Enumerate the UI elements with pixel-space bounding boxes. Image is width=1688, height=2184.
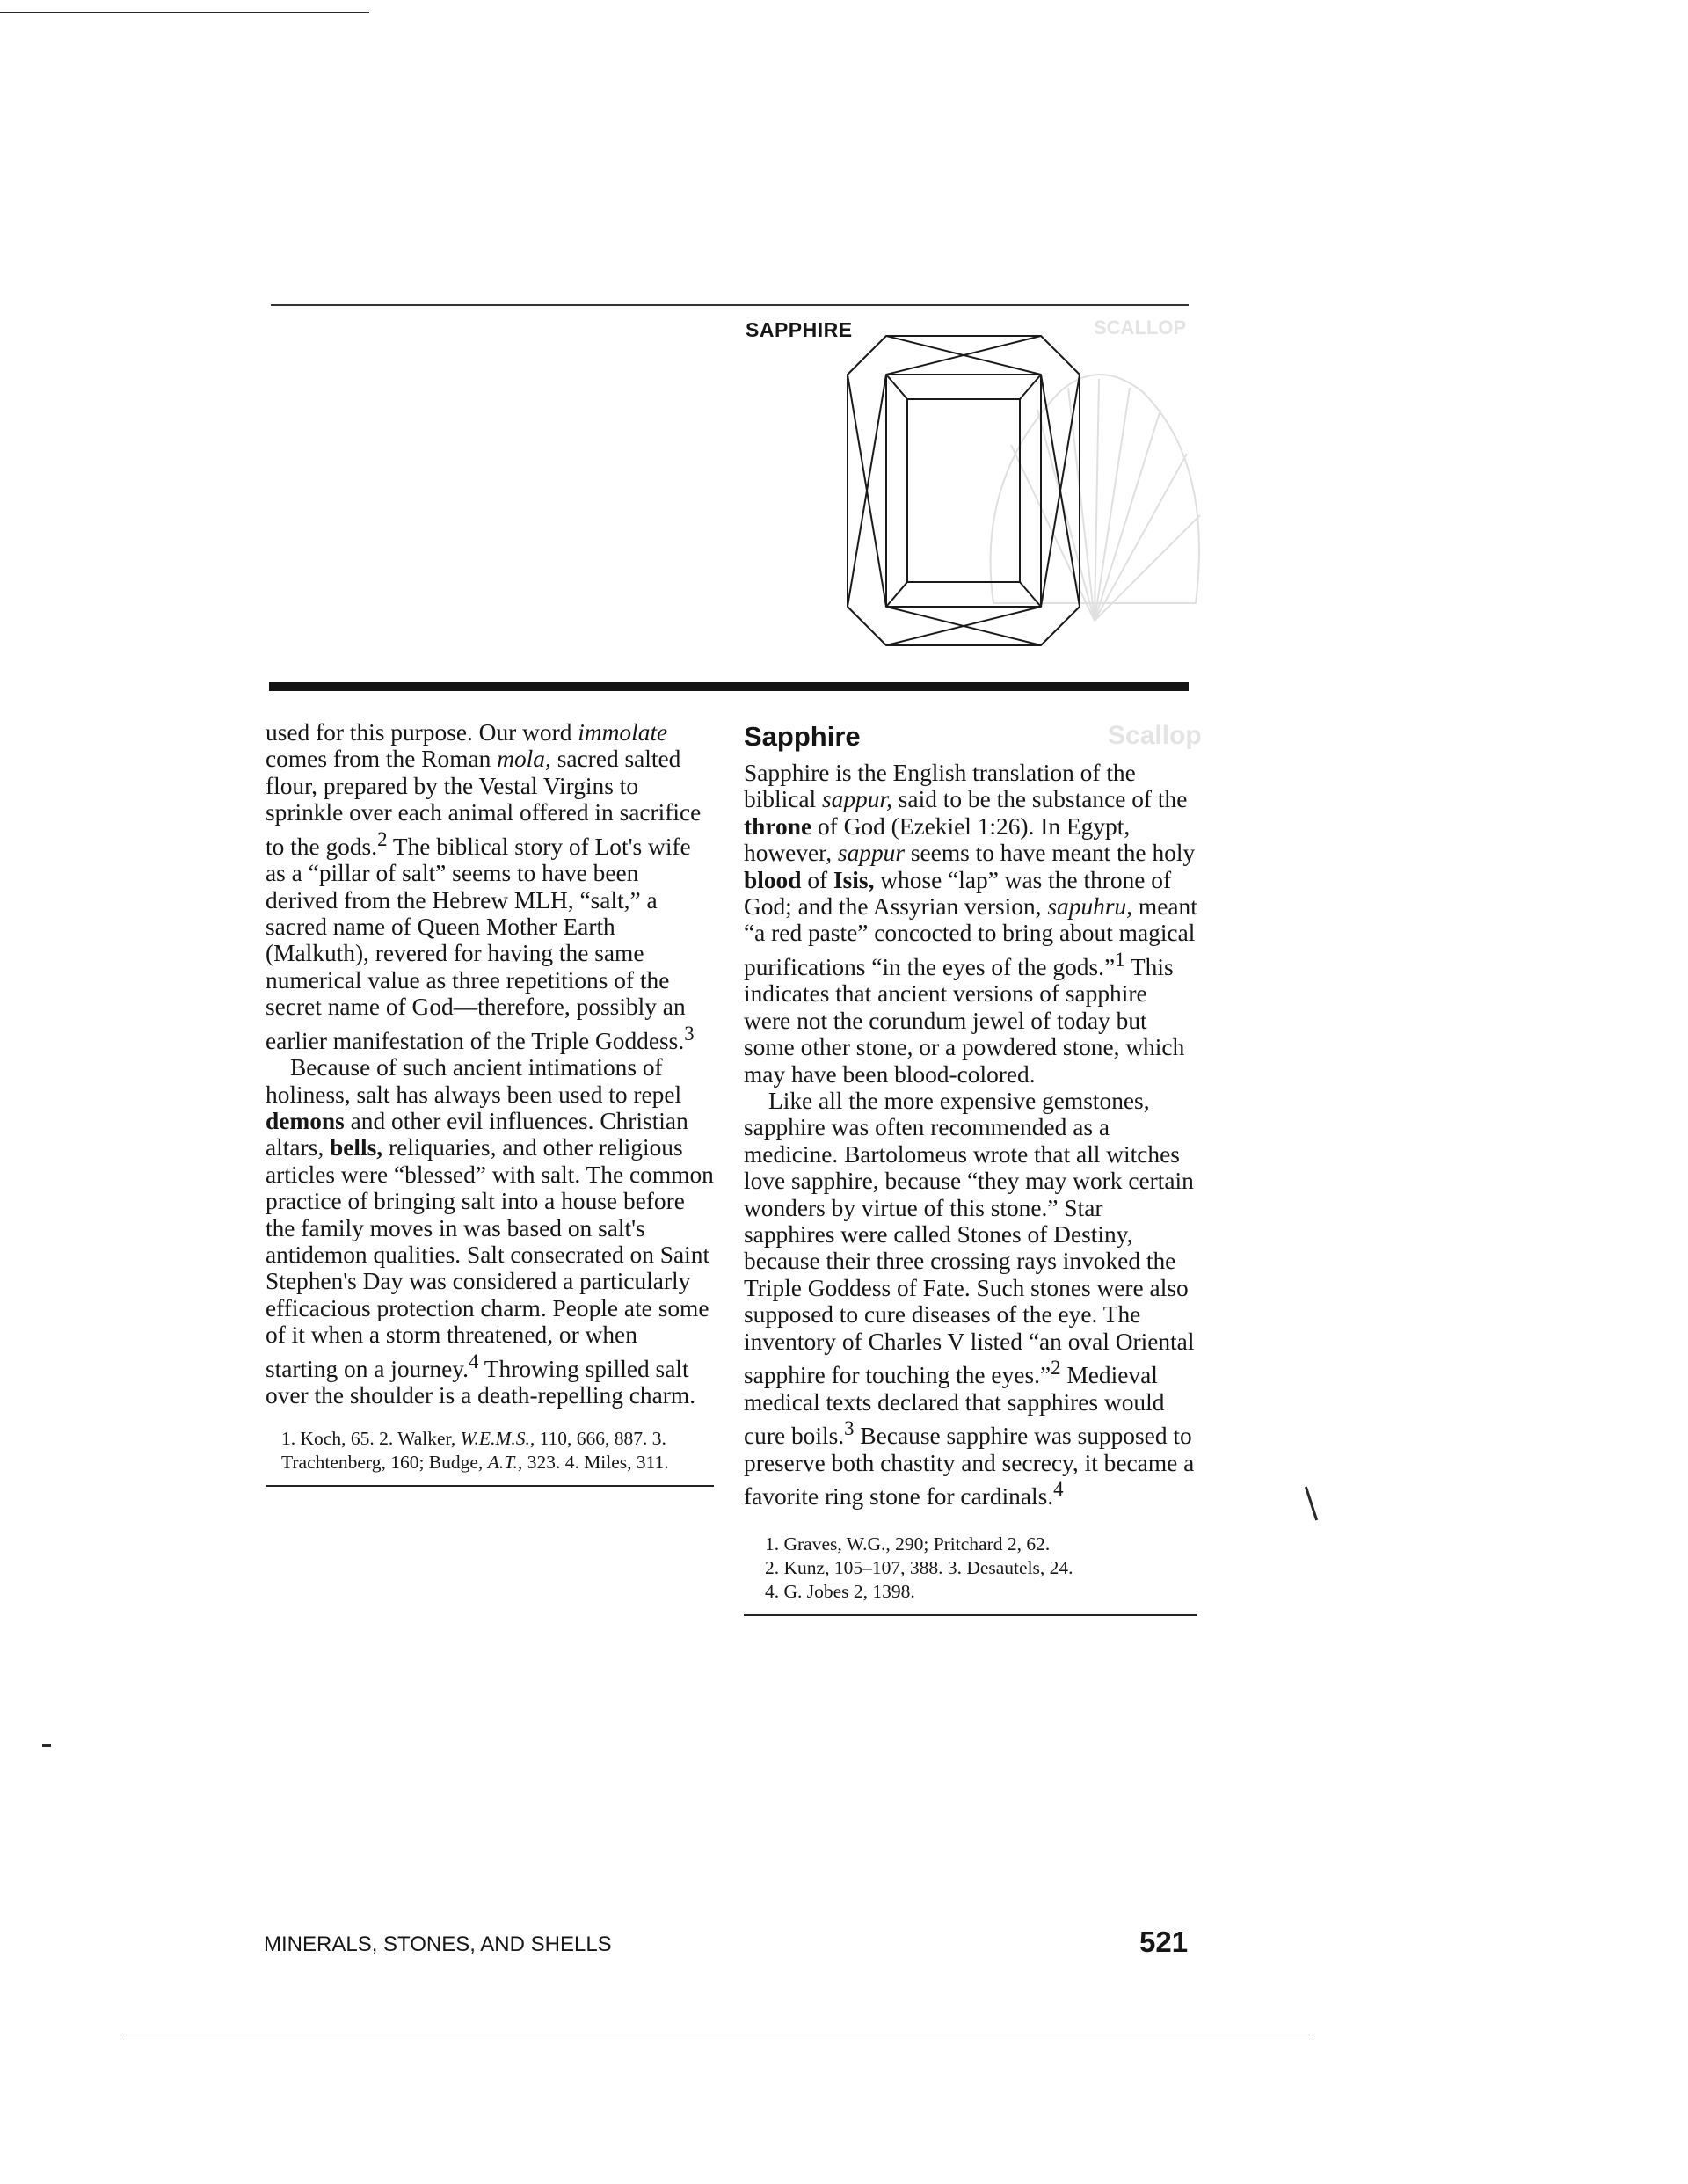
- running-footer: MINERALS, STONES, AND SHELLS: [264, 1933, 612, 1956]
- footnote-line: 4. G. Jobes 2, 1398.: [765, 1581, 915, 1603]
- footnote-line: 1. Koch, 65. 2. Walker, W.E.M.S., 110, 666, 887. 3. Trachtenberg, 160; Budge, A.T., 323. 4. Miles, 311.: [281, 1427, 669, 1473]
- right-paragraph: Like all the more expensive gemstones, sapphire was often recommended as a medicine. Bartolomeus wrote that all witches love sapphire, because “they may work certain wonders by virtue of this stone.” Star sapphires were called Stones of Destiny, because their three crossing rays invoked the Triple Goddess of Fate. Such stones were also supposed to cure diseases of the eye. The inventory of Charles V listed “an oval Oriental sapphire for touching the eyes.”$^2$ Medieval medical texts declared that sapphires would cure boils.$^3$ Because sapphire was supposed to preserve both chastity and secrecy, it became a favorite ring stone for cardinals.$^4$: [744, 1088, 1195, 1511]
- scan-edge-mark: [42, 1744, 51, 1747]
- right-footnotes: [744, 1532, 1197, 1604]
- header-rule: [271, 304, 1189, 306]
- emerald-cut-gem-diagram: [844, 332, 1083, 649]
- footnote-rule: [744, 1614, 1197, 1616]
- footnote-line: 2. Kunz, 105–107, 388. 3. Desautels, 24.: [765, 1557, 1073, 1579]
- bleed-through-text: Scallop: [1108, 721, 1202, 750]
- right-column: [744, 721, 1197, 1616]
- scan-edge-line: [0, 12, 369, 13]
- footnote-rule: [266, 1485, 714, 1487]
- bleed-through-text: SCALLOP: [1094, 317, 1187, 339]
- footnote-line: 1. Graves, W.G., 290; Pritchard 2, 62.: [765, 1533, 1051, 1555]
- left-footnotes: [266, 1427, 714, 1474]
- right-paragraph: Sapphire is the English translation of the biblical sappur, said to be the substance of the throne of God (Ezekiel 1:26). In Egypt, however, sappur seems to have meant the holy blood of Isis, whose “lap” was the throne of God; and the Assyrian version, sapuhru, meant “a red paste” concocted to bring about magical purifications “in the eyes of the gods.”$^1$ This indicates that ancient versions of sapphire were not the corundum jewel of today but some other stone, or a powdered stone, which may have been blood-colored.: [744, 760, 1197, 1088]
- scan-edge-mark: [1305, 1487, 1318, 1521]
- figure-label: SAPPHIRE: [746, 318, 853, 341]
- left-column: [266, 719, 714, 1487]
- section-title: Sapphire: [744, 721, 861, 752]
- figure-divider-rule: [269, 682, 1189, 691]
- left-paragraph: Because of such ancient intimations of holiness, salt has always been used to repel demons and other evil influences. Christian altars, bells, reliquaries, and other religious articles were “blessed” with salt. The common practice of bringing salt into a house before the family moves in was based on salt's antidemon qualities. Salt consecrated on Saint Stephen's Day was considered a particularly efficacious protection charm. People ate some of it when a storm threatened, or when starting on a journey.$^4$ Throwing spilled salt over the shoulder is a death-repelling charm.: [266, 1054, 714, 1409]
- left-paragraph: used for this purpose. Our word immolate comes from the Roman mola, sacred salted flour, prepared by the Vestal Virgins to sprinkle over each animal offered in sacrifice to the gods.$^2$ The biblical story of Lot's wife as a “pillar of salt” seems to have been derived from the Hebrew MLH, “salt,” a sacred name of Queen Mother Earth (Malkuth), revered for having the same numerical value as three repetitions of the secret name of God—therefore, possibly an earlier manifestation of the Triple Goddess.$^3$: [266, 719, 702, 1054]
- page-number: 521: [1139, 1926, 1189, 1958]
